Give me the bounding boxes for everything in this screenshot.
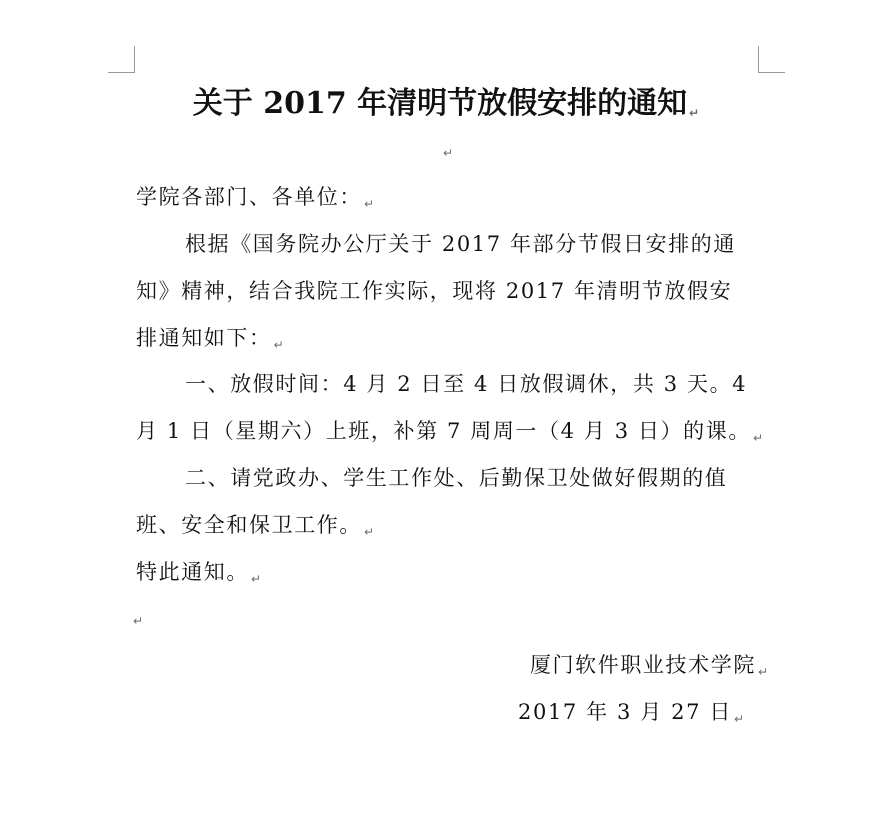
paragraph-mark-icon: ↵ bbox=[364, 197, 375, 211]
body-line-text: 月 1 日（星期六）上班，补第 7 周周一（4 月 3 日）的课。 bbox=[136, 419, 751, 443]
body-line-text: 知》精神，结合我院工作实际，现将 2017 年清明节放假安 bbox=[136, 279, 733, 303]
salutation-text: 学院各部门、各单位： bbox=[136, 185, 362, 209]
body-line bbox=[136, 510, 374, 547]
paragraph-mark-icon: ↵ bbox=[757, 665, 768, 679]
body-line bbox=[136, 276, 732, 306]
closing-line bbox=[136, 557, 261, 594]
paragraph-mark-icon: ↵ bbox=[733, 712, 744, 726]
paragraph-mark-icon: ↵ bbox=[443, 146, 454, 160]
body-line bbox=[136, 416, 763, 453]
body-line-text: 一、放假时间：4 月 2 日至 4 日放假调休，共 3 天。4 bbox=[185, 372, 748, 396]
body-line-text: 排通知如下： bbox=[136, 326, 272, 350]
body-line bbox=[185, 369, 747, 399]
body-line-text: 二、请党政办、学生工作处、后勤保卫处做好假期的值 bbox=[185, 466, 728, 490]
paragraph-mark-icon: ↵ bbox=[752, 431, 764, 445]
page-corner-mark-top-left bbox=[108, 46, 135, 73]
body-line-text: 班、安全和保卫工作。 bbox=[136, 513, 362, 537]
title-text: 关于 2017 年清明节放假安排的通知 bbox=[192, 86, 688, 121]
page-corner-mark-top-right bbox=[758, 46, 785, 73]
paragraph-mark-icon: ↵ bbox=[251, 572, 262, 586]
paragraph-mark-icon: ↵ bbox=[273, 338, 284, 352]
signature-date bbox=[518, 697, 744, 734]
closing-text: 特此通知。 bbox=[136, 560, 249, 584]
paragraph-mark-icon: ↵ bbox=[364, 525, 375, 539]
paragraph-mark-icon: ↵ bbox=[133, 614, 144, 628]
date-text: 2017 年 3 月 27 日 bbox=[518, 700, 732, 724]
organization-text: 厦门软件职业技术学院 bbox=[529, 653, 756, 677]
salutation bbox=[136, 182, 374, 219]
paragraph-mark-icon: ↵ bbox=[689, 106, 700, 120]
signature-organization bbox=[530, 650, 768, 687]
body-line bbox=[185, 229, 736, 259]
body-line bbox=[136, 323, 284, 360]
body-line-text: 根据《国务院办公厅关于 2017 年部分节假日安排的通 bbox=[185, 232, 736, 256]
document-title bbox=[136, 82, 756, 135]
body-line bbox=[185, 463, 727, 493]
